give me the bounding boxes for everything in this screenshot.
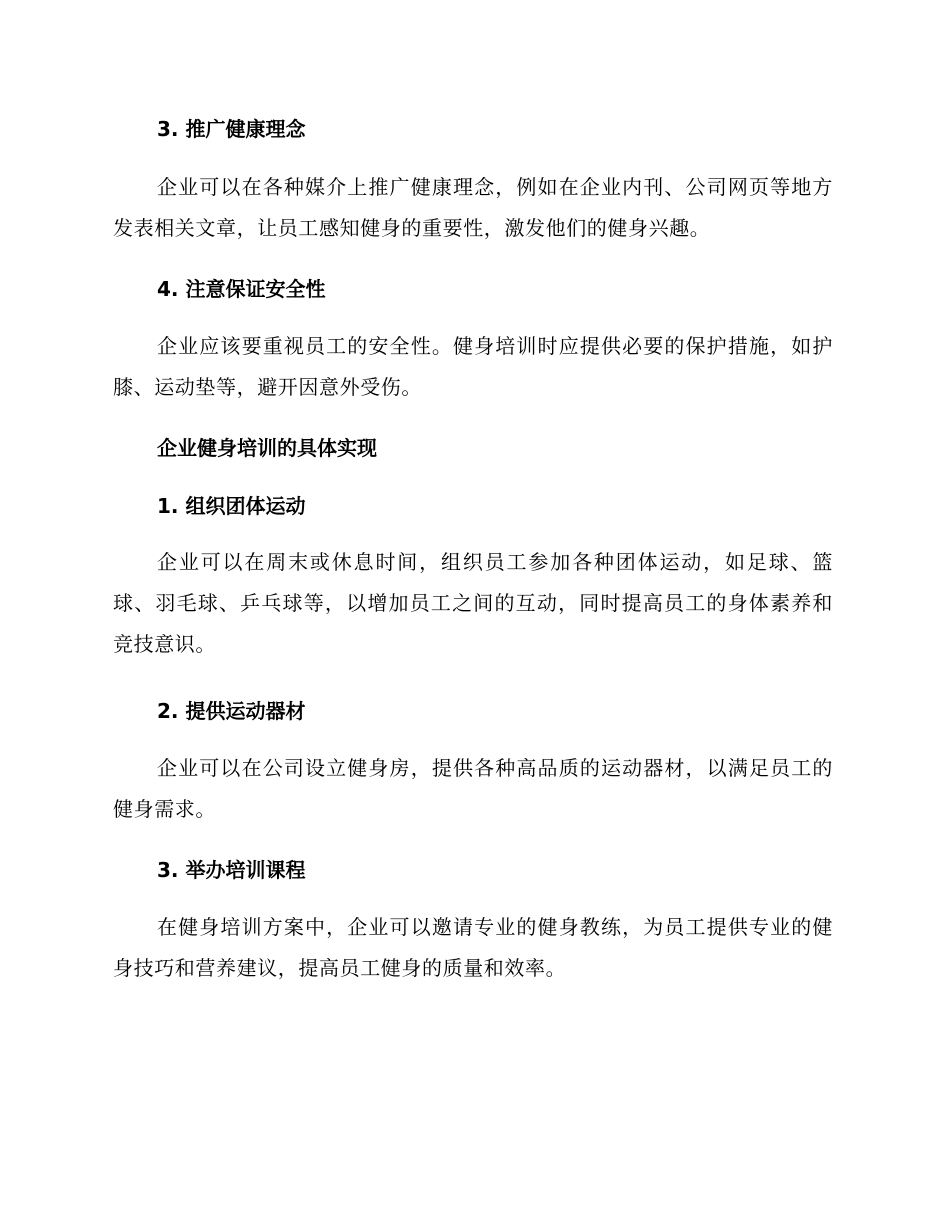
section-heading: 企业健身培训的具体实现 xyxy=(157,436,377,460)
body-paragraph: 企业可以在公司设立健身房，提供各种高品质的运动器材，以满足员工的健身需求。 xyxy=(113,756,833,821)
section-heading: 2. 提供运动器材 xyxy=(157,699,306,723)
body-paragraph: 企业可以在各种媒介上推广健康理念，例如在企业内刊、公司网页等地方发表相关文章，让员工感知健身的重要性，激发他们的健身兴趣。 xyxy=(113,175,833,240)
section-heading: 4. 注意保证安全性 xyxy=(157,277,326,301)
body-paragraph: 在健身培训方案中，企业可以邀请专业的健身教练，为员工提供专业的健身技巧和营养建议，提高员工健身的质量和效率。 xyxy=(113,915,833,980)
body-paragraph: 企业应该要重视员工的安全性。健身培训时应提供必要的保护措施，如护膝、运动垫等，避开因意外受伤。 xyxy=(113,334,833,399)
section-heading: 3. 推广健康理念 xyxy=(157,117,306,141)
section-heading: 1. 组织团体运动 xyxy=(157,494,306,518)
section-heading: 3. 举办培训课程 xyxy=(157,858,306,882)
body-paragraph: 企业可以在周末或休息时间，组织员工参加各种团体运动，如足球、篮球、羽毛球、乒乓球等，以增加员工之间的互动，同时提高员工的身体素养和竞技意识。 xyxy=(113,550,833,656)
